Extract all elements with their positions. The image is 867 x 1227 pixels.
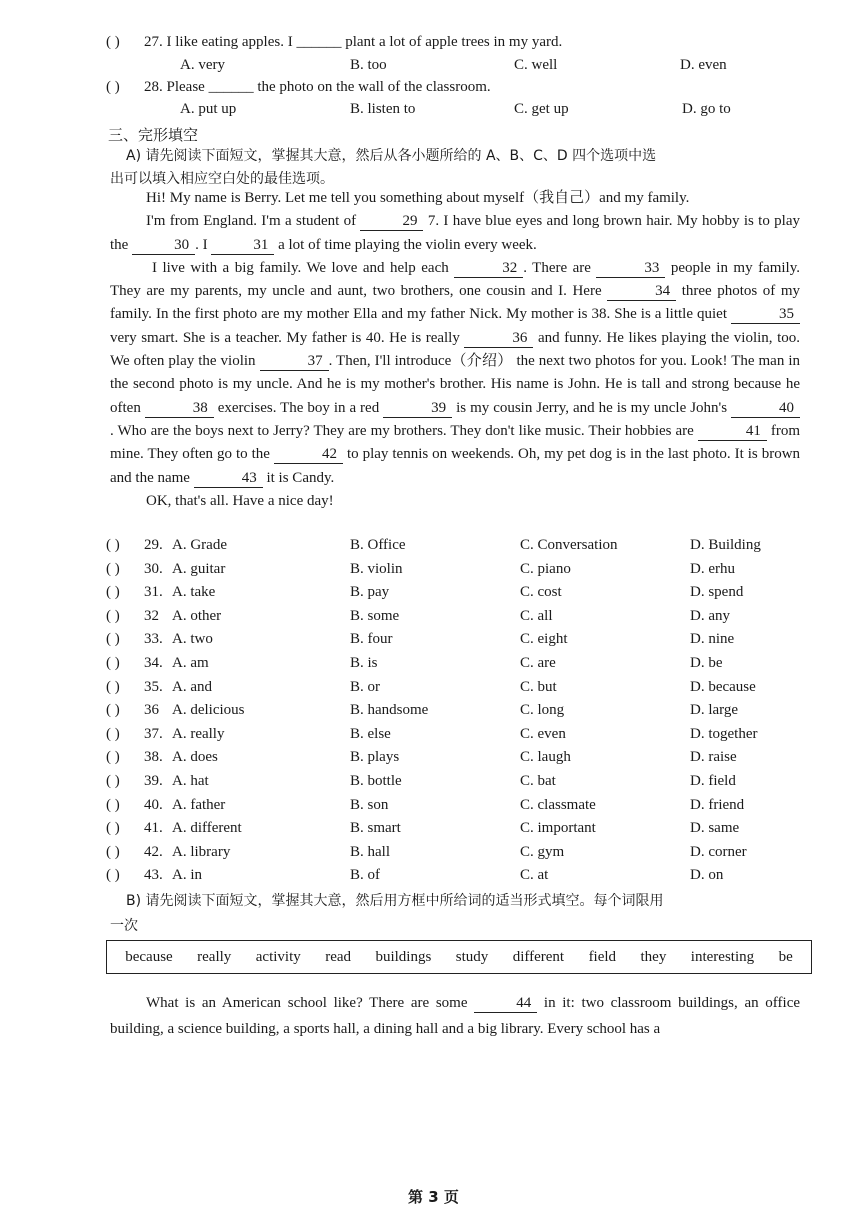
word-bank-word: be: [778, 948, 793, 965]
option-b[interactable]: B. handsome: [350, 702, 429, 719]
blank-40[interactable]: 40: [731, 400, 800, 418]
option-a[interactable]: A. and: [172, 678, 212, 695]
option-c[interactable]: C. important: [520, 820, 596, 837]
blank-42[interactable]: 42: [274, 446, 343, 464]
option-d[interactable]: D. together: [690, 725, 758, 742]
option-c[interactable]: C. at: [520, 867, 549, 884]
cloze-question-row: [106, 702, 806, 724]
option-b[interactable]: B. four: [350, 631, 393, 648]
answer-parenthesis[interactable]: ( ): [106, 725, 120, 742]
blank-33[interactable]: 33: [596, 260, 665, 278]
option-a[interactable]: A. am: [172, 655, 209, 671]
option-c[interactable]: C. piano: [520, 560, 571, 577]
cloze-question-row: [106, 608, 806, 630]
word-bank-word: activity: [255, 948, 301, 965]
option-b[interactable]: B. violin: [350, 560, 403, 577]
answer-parenthesis[interactable]: ( ): [106, 34, 120, 50]
option-a[interactable]: A. does: [172, 749, 218, 766]
cloze-question-row: [106, 655, 806, 677]
blank-43[interactable]: 43: [194, 470, 263, 488]
blank-39[interactable]: 39: [383, 400, 452, 418]
question-number: 43.: [144, 867, 163, 884]
passage-paragraph-3: I live with a big family. We love and help each 32 . There are 33 people in my family. They are my parents, my uncle and aunt, two brothers, one cousin and I. Here 34 three photos of my family. In the first photo are my mother Ella and my father Nick. My mother is 38. She is a little quiet 35 very smart. She is a teacher. My father is 40. He is really 36 and funny. He likes playing the violin, too. We often play the violin 37 . Then, I'll introduce（介绍） the next two photos for you. Look! The man in the second photo is my uncle. And he is my mother's brother. His name is John. He is tall and strong because he often 38 exercises. The boy in a red 39 is my cousin Jerry, and he is my uncle John's 40. Who are the boys next to Jerry? They are my brothers. They don't like music. Their hobbies are 41 from mine. They often go to the 42 to play tennis on weekends. Oh, my pet dog is in the last photo. It is brown and the name 43 it is Candy.: [110, 259, 801, 486]
option-c[interactable]: C. Conversation: [520, 537, 618, 553]
cloze-question-row: [106, 867, 806, 889]
page-number: 第 3 页: [408, 1188, 459, 1206]
cloze-passage: [110, 187, 800, 513]
cloze-question-row: [106, 773, 806, 795]
answer-parenthesis[interactable]: ( ): [106, 867, 120, 884]
option-b[interactable]: B. pay: [350, 584, 390, 601]
answer-parenthesis[interactable]: ( ): [106, 631, 120, 648]
question-number: 33.: [144, 631, 163, 648]
option-a[interactable]: A. library: [172, 843, 231, 860]
cloze-question-row: [106, 844, 806, 866]
answer-parenthesis[interactable]: ( ): [106, 560, 120, 577]
blank-30[interactable]: 30: [132, 237, 195, 255]
option-c[interactable]: C. eight: [520, 631, 568, 648]
option-a[interactable]: A. Grade: [172, 537, 227, 553]
passage-paragraph-2: I'm from England. I'm a student of 29 7. I have blue eyes and long brown hair. My hobby is to play the 30 . I 31 a lot of time playing the violin every week.: [110, 213, 800, 253]
answer-parenthesis[interactable]: ( ): [106, 655, 120, 671]
option-a[interactable]: A. put up: [180, 101, 237, 117]
blank-37[interactable]: 37: [260, 353, 329, 371]
option-d[interactable]: D. spend: [690, 584, 744, 601]
blank-34[interactable]: 34: [607, 283, 676, 301]
option-a[interactable]: A. guitar: [172, 560, 226, 577]
option-d[interactable]: D. be: [690, 655, 723, 671]
option-b[interactable]: B. plays: [350, 749, 400, 766]
option-d[interactable]: D. large: [690, 702, 739, 719]
answer-parenthesis[interactable]: ( ): [106, 79, 120, 95]
option-b[interactable]: B. bottle: [350, 773, 402, 789]
option-b[interactable]: B. smart: [350, 820, 401, 837]
cloze-question-row: [106, 631, 806, 653]
question-number: 40.: [144, 796, 163, 813]
passage-paragraph-1: Hi! My name is Berry. Let me tell you something about myself（我自己）and my family.: [146, 190, 690, 206]
option-b[interactable]: B. hall: [350, 843, 390, 860]
answer-parenthesis[interactable]: ( ): [106, 843, 120, 860]
part-b-instruction-cont: 一次: [110, 918, 138, 934]
fill-passage: [110, 990, 800, 1042]
word-bank-word: they: [640, 948, 667, 965]
blank-29[interactable]: 29: [360, 213, 423, 231]
cloze-question-row: [106, 561, 806, 583]
option-d[interactable]: D. corner: [690, 843, 747, 860]
blank-31[interactable]: 31: [211, 237, 274, 255]
word-bank-word: because: [125, 948, 173, 965]
option-a[interactable]: A. two: [172, 631, 213, 648]
answer-parenthesis[interactable]: ( ): [106, 584, 120, 601]
option-b[interactable]: B. of: [350, 867, 380, 884]
option-c[interactable]: C. long: [520, 702, 565, 719]
cloze-question-row: [106, 797, 806, 819]
answer-parenthesis[interactable]: ( ): [106, 537, 120, 553]
blank-line[interactable]: ______: [296, 34, 342, 50]
option-a[interactable]: A. delicious: [172, 702, 245, 719]
option-c[interactable]: C. cost: [520, 584, 562, 601]
answer-parenthesis[interactable]: ( ): [106, 796, 120, 813]
question-28: [106, 79, 806, 101]
option-d[interactable]: D. even: [680, 57, 727, 73]
option-c[interactable]: C. bat: [520, 773, 556, 789]
question-number: 31.: [144, 584, 163, 601]
word-bank-box: [106, 940, 812, 974]
question-number: 38.: [144, 749, 163, 766]
option-b[interactable]: B. son: [350, 796, 389, 813]
cloze-question-row: [106, 537, 806, 559]
option-a[interactable]: A. in: [172, 867, 202, 884]
option-b[interactable]: B. is: [350, 655, 378, 671]
option-d[interactable]: D. because: [690, 678, 756, 695]
option-c[interactable]: C. classmate: [520, 796, 596, 813]
blank-41[interactable]: 41: [698, 423, 767, 441]
option-a[interactable]: A. take: [172, 584, 216, 601]
option-d[interactable]: D. nine: [690, 631, 735, 648]
word-bank-word: interesting: [690, 948, 755, 965]
question-number: 34.: [144, 655, 163, 671]
question-27: [106, 34, 806, 56]
question-28-options: [106, 101, 806, 123]
option-d[interactable]: D. any: [690, 607, 730, 624]
word-bank-word: different: [512, 948, 565, 965]
question-number: 30.: [144, 560, 163, 577]
blank-35[interactable]: 35: [731, 306, 800, 324]
answer-parenthesis[interactable]: ( ): [106, 678, 120, 695]
option-b[interactable]: B. some: [350, 607, 400, 624]
passage-paragraph-4: OK, that's all. Have a nice day!: [146, 492, 334, 509]
word-bank-word: buildings: [375, 948, 432, 965]
section-title: 三、完形填空: [108, 126, 199, 144]
word-bank-word: field: [588, 948, 617, 965]
option-c[interactable]: C. but: [520, 678, 557, 695]
option-b[interactable]: B. or: [350, 678, 380, 695]
answer-parenthesis[interactable]: ( ): [106, 773, 120, 789]
part-a-instruction: A) 请先阅读下面短文，掌握其大意，然后从各小题所给的 A、B、C、D 四个选项中选: [126, 148, 657, 164]
blank-32[interactable]: 32: [454, 260, 523, 278]
option-b[interactable]: B. too: [350, 57, 387, 73]
word-bank-word: really: [197, 948, 232, 965]
question-stem: 28. Please ______ the photo on the wall of the classroom.: [144, 79, 491, 95]
option-c[interactable]: C. get up: [514, 101, 569, 117]
cloze-question-row: [106, 679, 806, 701]
question-number: 35.: [144, 678, 163, 695]
question-number: 39.: [144, 773, 163, 789]
option-c[interactable]: C. laugh: [520, 749, 571, 766]
option-a[interactable]: A. really: [172, 725, 225, 742]
cloze-question-row: [106, 749, 806, 771]
option-d[interactable]: D. erhu: [690, 560, 735, 577]
cloze-question-row: [106, 726, 806, 748]
cloze-question-row: [106, 584, 806, 606]
blank-line[interactable]: ______: [208, 79, 254, 95]
option-d[interactable]: D. friend: [690, 796, 745, 813]
answer-parenthesis[interactable]: ( ): [106, 820, 120, 837]
question-number: 32: [144, 607, 159, 624]
option-d[interactable]: D. raise: [690, 749, 737, 766]
answer-parenthesis[interactable]: ( ): [106, 607, 120, 624]
question-number: 29.: [144, 537, 163, 553]
cloze-question-row: [106, 820, 806, 842]
question-stem: 27. I like eating apples. I ______ plant a lot of apple trees in my yard.: [144, 34, 563, 50]
blank-36[interactable]: 36: [464, 330, 533, 348]
option-c[interactable]: C. gym: [520, 843, 565, 860]
option-c[interactable]: C. are: [520, 655, 556, 671]
option-c[interactable]: C. well: [514, 57, 558, 73]
question-number: 41.: [144, 820, 163, 837]
option-b[interactable]: B. else: [350, 725, 391, 742]
option-d[interactable]: D. on: [690, 867, 724, 884]
option-d[interactable]: D. Building: [690, 537, 761, 553]
option-b[interactable]: B. Office: [350, 537, 406, 553]
question-27-options: [106, 57, 806, 79]
part-b-instruction: B) 请先阅读下面短文，掌握其大意，然后用方框中所给词的适当形式填空。每个词限用: [126, 893, 664, 909]
option-d[interactable]: D. go to: [682, 101, 731, 117]
option-a[interactable]: A. very: [180, 57, 225, 73]
option-a[interactable]: A. father: [172, 796, 226, 813]
option-b[interactable]: B. listen to: [350, 101, 416, 117]
word-bank-word: study: [455, 948, 489, 965]
option-c[interactable]: C. all: [520, 607, 553, 624]
fill-passage-paragraph: What is an American school like? There are some 44 in it: two classroom buildings, an office building, a science building, a sports hall, a dining hall and a big library. Every school has a: [110, 995, 801, 1037]
answer-parenthesis[interactable]: ( ): [106, 702, 120, 719]
option-d[interactable]: D. same: [690, 820, 740, 837]
option-a[interactable]: A. hat: [172, 773, 209, 789]
option-c[interactable]: C. even: [520, 725, 566, 742]
blank-44[interactable]: 44: [474, 995, 537, 1013]
option-a[interactable]: A. other: [172, 607, 222, 624]
part-a-instruction-cont: 出可以填入相应空白处的最佳选项。: [110, 171, 334, 187]
option-a[interactable]: A. different: [172, 820, 242, 837]
option-d[interactable]: D. field: [690, 773, 736, 789]
question-number: 36: [144, 702, 159, 719]
question-number: 37.: [144, 725, 163, 742]
question-number: 42.: [144, 843, 163, 860]
blank-38[interactable]: 38: [145, 400, 214, 418]
word-bank-word: read: [325, 948, 352, 965]
answer-parenthesis[interactable]: ( ): [106, 749, 120, 766]
